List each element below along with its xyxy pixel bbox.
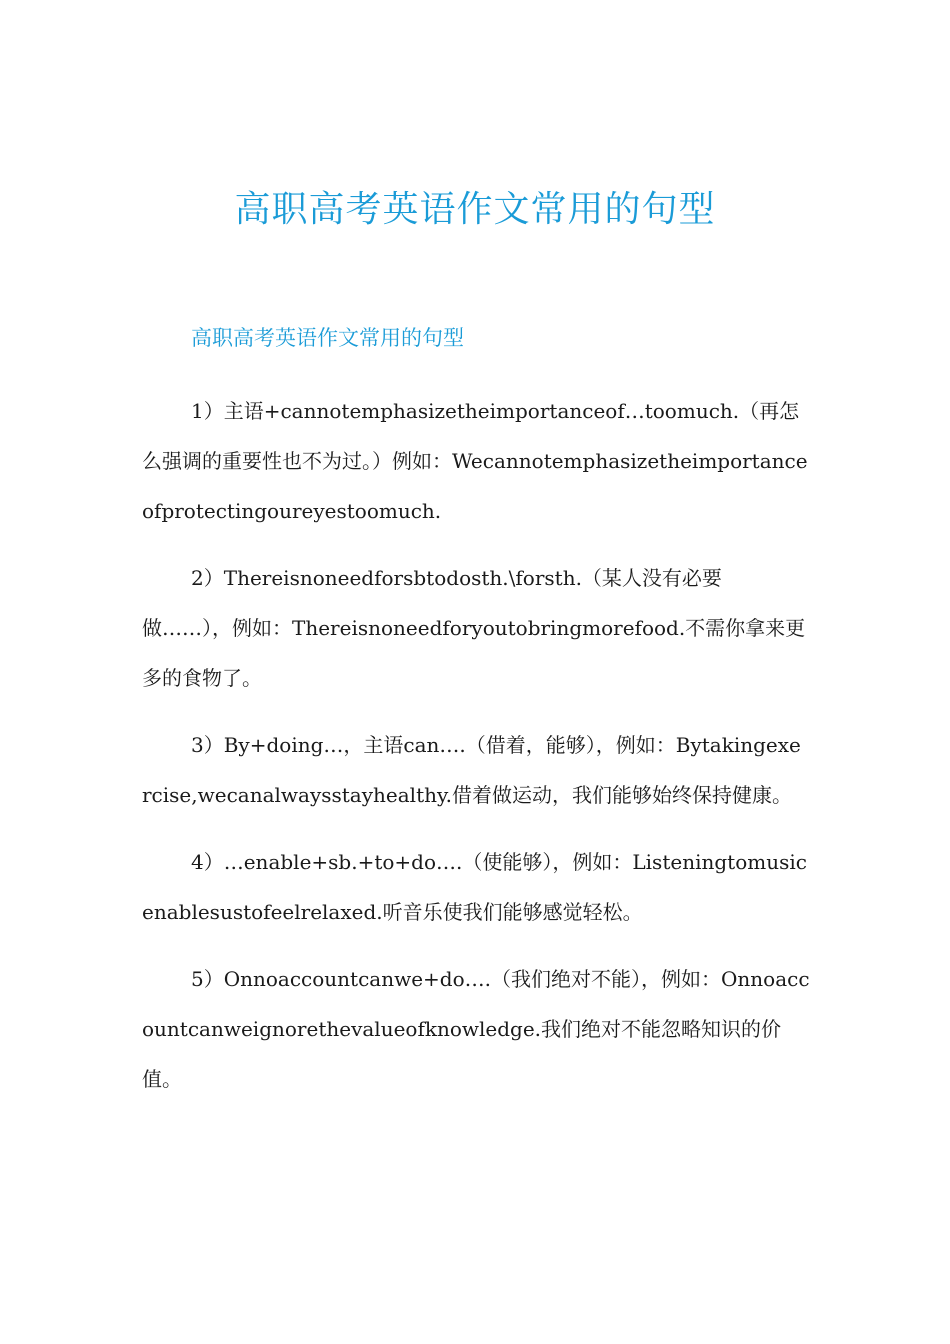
document-title: 高职高考英语作文常用的句型 xyxy=(234,189,716,230)
paragraph-2: 2）Thereisnoneedforsbtodosth.\forsth.（某人没有必要做……），例如：Thereisnoneedforyoutobringmorefood.不需你拿来更多的食物了。 xyxy=(142,566,806,690)
document-subtitle: 高职高考英语作文常用的句型 xyxy=(191,326,464,350)
paragraph-4: 4）…enable+sb.+to+do….（使能够），例如：Listeningtomusicenablesustofeelrelaxed.听音乐使我们能够感觉轻松。 xyxy=(142,850,807,924)
document-body xyxy=(142,386,810,1121)
paragraph-1: 1）主语+cannotemphasizetheimportanceof…toomuch.（再怎么强调的重要性也不为过。）例如：Wecannotemphasizetheimportanceofprotectingoureyestoomuch. xyxy=(142,399,808,523)
paragraph-3: 3）By+doing…，主语can….（借着，能够），例如：Bytakingexercise,wecanalwaysstayhealthy.借着做运动，我们能够始终保持健康。 xyxy=(142,733,801,807)
paragraph-5: 5）Onnoaccountcanwe+do….（我们绝对不能），例如：Onnoaccountcanweignorethevalueofknowledge.我们绝对不能忽略知识的价值。 xyxy=(142,967,810,1091)
